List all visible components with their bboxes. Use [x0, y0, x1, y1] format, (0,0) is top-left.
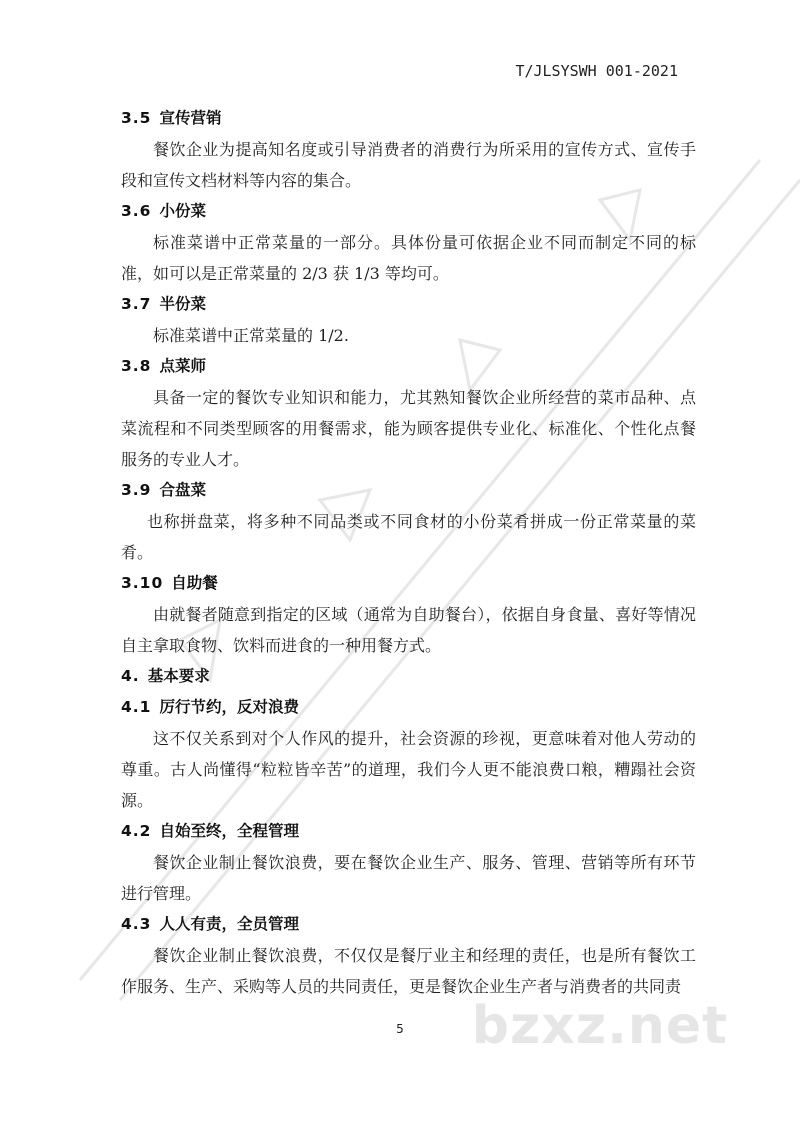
section-number: 4.3: [121, 915, 152, 933]
section-heading-3-8: [121, 351, 696, 382]
section-paragraph: 标准菜谱中正常菜量的一部分。具体份量可依据企业不同而制定不同的标准，如可以是正常菜量的 2/3 获 1/3 等均可。: [121, 233, 696, 283]
section-title: 厉行节约，反对浪费: [159, 698, 299, 716]
page-number: 5: [396, 1022, 404, 1036]
section-title: 点菜师: [159, 357, 206, 375]
section-heading-4-2: [121, 816, 696, 847]
section-title: 自始至终，全程管理: [159, 822, 299, 840]
section-heading-3-5: [121, 103, 696, 134]
section-number: 3.10: [121, 574, 164, 592]
section-heading-3-9: [121, 475, 696, 506]
section-paragraph: 也称拼盘菜，将多种不同品类或不同食材的小份菜肴拼成一份正常菜量的菜肴。: [121, 512, 696, 562]
document-code: T/JLSYSWH 001-2021: [515, 62, 678, 80]
section-title: 合盘菜: [159, 481, 206, 499]
section-paragraph: 餐饮企业制止餐饮浪费，不仅仅是餐厅业主和经理的责任，也是所有餐饮工作服务、生产、采购等人员的共同责任，更是餐饮企业生产者与消费者的共同责: [121, 946, 696, 996]
section-number: 4.2: [121, 822, 152, 840]
section-paragraph: 这不仅关系到对个人作风的提升，社会资源的珍视，更意味着对他人劳动的尊重。古人尚懂得“粒粒皆辛苦”的道理，我们今人更不能浪费口粮，糟蹋社会资源。: [121, 729, 696, 810]
section-paragraph: 标准菜谱中正常菜量的 1/2.: [153, 326, 349, 345]
section-number: 3.6: [121, 202, 152, 220]
section-heading-4-1: [121, 692, 696, 723]
section-title: 自助餐: [171, 574, 218, 592]
section-title: 基本要求: [147, 667, 210, 685]
section-number: 4.: [121, 667, 140, 685]
section-title: 小份菜: [159, 202, 206, 220]
section-paragraph: 由就餐者随意到指定的区域（通常为自助餐台），依据自身食量、喜好等情况自主拿取食物、饮料而进食的一种用餐方式。: [121, 605, 696, 655]
section-title: 半份菜: [159, 295, 206, 313]
section-paragraph: 餐饮企业为提高知名度或引导消费者的消费行为所采用的宣传方式、宣传手段和宣传文档材料等内容的集合。: [121, 140, 696, 190]
section-number: 3.8: [121, 357, 152, 375]
section-paragraph: 餐饮企业制止餐饮浪费，要在餐饮企业生产、服务、管理、营销等所有环节进行管理。: [121, 853, 696, 903]
section-number: 3.7: [121, 295, 152, 313]
section-heading-3-10: [121, 568, 696, 599]
section-paragraph: 具备一定的餐饮专业知识和能力，尤其熟知餐饮企业所经营的菜市品种、点菜流程和不同类型顾客的用餐需求，能为顾客提供专业化、标准化、个性化点餐服务的专业人才。: [121, 388, 696, 469]
site-watermark: bzxz.net: [471, 996, 728, 1056]
section-heading-3-6: [121, 196, 696, 227]
section-number: 4.1: [121, 698, 152, 716]
section-heading-3-7: [121, 289, 696, 320]
section-number: 3.5: [121, 109, 152, 127]
section-heading-4-3: [121, 909, 696, 940]
document-body: [121, 103, 696, 1002]
section-number: 3.9: [121, 481, 152, 499]
section-heading-4: [121, 661, 696, 692]
section-title: 人人有责，全员管理: [159, 915, 299, 933]
section-title: 宣传营销: [159, 109, 222, 127]
